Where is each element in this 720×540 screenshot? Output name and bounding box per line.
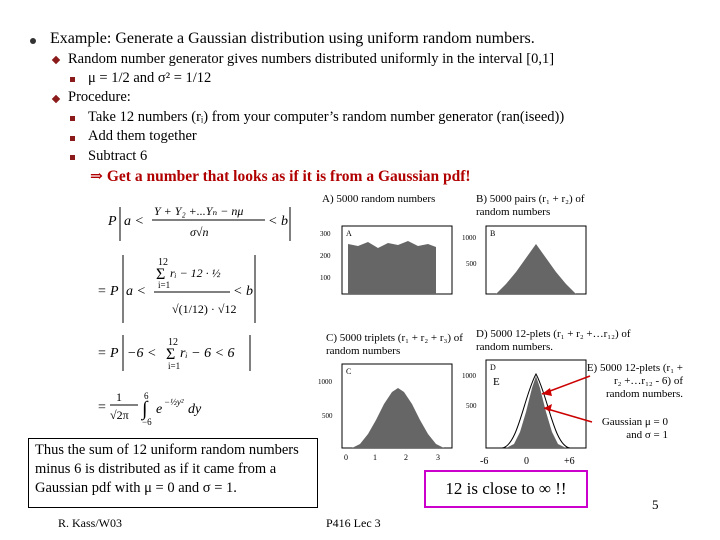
histogram-a (318, 222, 458, 302)
svg-text:e: e (156, 402, 163, 417)
callout-box (424, 470, 588, 508)
svg-text:i=1: i=1 (158, 280, 171, 290)
caption-d: D) 5000 12-plets (r₁ + r₂ +…r₁₂) of random numbers. (476, 328, 631, 353)
svg-text:∫: ∫ (142, 398, 148, 420)
step-2: Add them together (88, 128, 197, 144)
caption-c: C) 5000 triplets (r₁ + r₂ + r₃) of random numbers (326, 332, 463, 357)
step-1: Take 12 numbers (rᵢ) from your computer’s random number generator (ran(iseed)) (88, 109, 565, 125)
svg-text:1: 1 (116, 390, 122, 404)
svg-text:Y + Y₂ +...Yₙ − nμ: Y + Y₂ +...Yₙ − nμ (154, 204, 244, 218)
svg-text:=: = (98, 284, 106, 299)
svg-text:√2π: √2π (110, 408, 129, 422)
footer-author: R. Kass/W03 (58, 516, 122, 530)
histogram-c (318, 360, 458, 465)
square-bullet-icon (70, 116, 75, 121)
footer-course: P416 Lec 3 (326, 516, 381, 530)
tick-c-1: 1 (373, 453, 377, 462)
tick-d-0: 0 (524, 456, 529, 467)
caption-gaussian: Gaussian μ = 0 and σ = 1 (601, 416, 668, 441)
tick-c-2: 2 (404, 453, 408, 462)
tag-d: D (490, 363, 496, 372)
tick-c-1000: 1000 (318, 378, 332, 386)
arrow-icon (530, 370, 610, 430)
callout-text: 12 is close to ∞ !! (445, 479, 567, 498)
tick-b-500: 500 (466, 260, 477, 268)
svg-text:< b: < b (233, 284, 253, 299)
svg-text:√(1/12) · √12: √(1/12) · √12 (172, 302, 237, 316)
tick-c-0: 0 (344, 453, 348, 462)
svg-text:−6 <: −6 < (127, 346, 157, 361)
bullet-uniform: Random number generator gives numbers distributed uniformly in the interval [0,1] (68, 51, 555, 67)
svg-text:dy: dy (188, 402, 202, 417)
square-bullet-icon (70, 136, 75, 141)
svg-text:a <: a < (124, 214, 144, 229)
diamond-bullet-icon (52, 95, 60, 103)
caption-e: E) 5000 12-plets (r₁ + r₂ +…r₁₂ - 6) of random numbers. (586, 362, 683, 400)
svg-text:12: 12 (158, 257, 168, 268)
caption-a: A) 5000 random numbers (322, 193, 436, 205)
square-bullet-icon (70, 155, 75, 160)
title-bullet (30, 38, 36, 44)
svg-text:Σ: Σ (166, 346, 176, 363)
svg-text:< b: < b (268, 214, 288, 229)
svg-text:P: P (110, 284, 119, 299)
svg-text:i=1: i=1 (168, 361, 181, 371)
conclusion: ⇒ Get a number that looks as if it is from a Gaussian pdf! (90, 168, 471, 185)
svg-text:=: = (98, 400, 106, 415)
tick-a-200: 200 (320, 252, 331, 260)
diamond-bullet-icon (52, 56, 60, 64)
tick-d-500: 500 (466, 402, 477, 410)
svg-text:rᵢ − 12 · ½: rᵢ − 12 · ½ (170, 266, 221, 280)
tick-a-100: 100 (320, 274, 331, 282)
svg-text:−½y²: −½y² (164, 397, 184, 407)
label-e: E (493, 376, 500, 388)
histogram-b (462, 222, 592, 302)
tick-d-neg6: -6 (480, 456, 489, 467)
sub-mean-var: μ = 1/2 and σ² = 1/12 (88, 70, 212, 86)
step-3: Subtract 6 (88, 148, 148, 164)
tag-b: B (490, 229, 496, 238)
svg-text:12: 12 (168, 337, 178, 348)
svg-text:Σ: Σ (156, 266, 166, 283)
tag-a: A (346, 229, 352, 238)
equation-derivation (90, 195, 320, 430)
svg-text:P: P (110, 346, 119, 361)
tick-b-1000: 1000 (462, 234, 476, 242)
tick-d-pos6: +6 (564, 456, 575, 467)
svg-text:=: = (98, 346, 106, 361)
tag-c: C (346, 367, 352, 376)
note-text: Thus the sum of 12 uniform random numbers minus 6 is distributed as if it came from a Gaussian pdf with μ = 0 and σ = 1. (35, 442, 299, 496)
svg-text:σ√n: σ√n (190, 225, 209, 239)
svg-text:−6: −6 (142, 417, 152, 427)
caption-b: B) 5000 pairs (r₁ + r₂) of random numbers (476, 193, 585, 218)
bullet-procedure: Procedure: (68, 89, 131, 105)
svg-text:a <: a < (126, 284, 146, 299)
tick-c-3: 3 (436, 453, 440, 462)
tick-c-500: 500 (322, 412, 333, 420)
page-number: 5 (652, 497, 659, 512)
note-box (28, 438, 318, 508)
svg-text:rᵢ − 6 < 6: rᵢ − 6 < 6 (180, 346, 235, 361)
slide-title: Example: Generate a Gaussian distribution using uniform random numbers. (50, 30, 535, 47)
tick-a-300: 300 (320, 230, 331, 238)
square-bullet-icon (70, 77, 75, 82)
tick-d-1000: 1000 (462, 372, 476, 380)
svg-text:P: P (108, 214, 117, 229)
svg-text:6: 6 (144, 391, 149, 401)
